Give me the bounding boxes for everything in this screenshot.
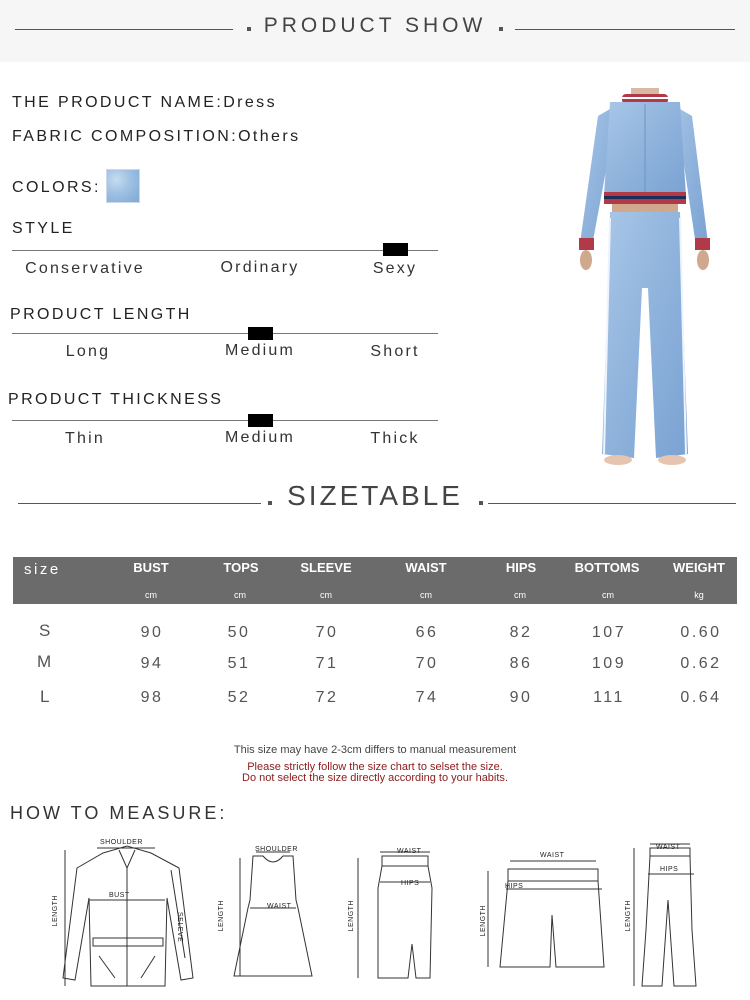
- column-header-sleeve: SLEEVE: [300, 560, 352, 575]
- column-unit-weight: kg: [694, 590, 704, 600]
- fabric-label: FABRIC COMPOSITION:: [12, 128, 239, 145]
- header-dot-right: [499, 27, 503, 31]
- column-unit-bust: cm: [145, 590, 157, 600]
- pants-waist-label: WAIST: [656, 844, 681, 851]
- thickness-option-thin: Thin: [65, 430, 105, 447]
- table-cell: 72: [315, 689, 339, 706]
- column-unit-waist: cm: [420, 590, 432, 600]
- length-scale-line: [12, 333, 438, 334]
- colors-label: COLORS:: [12, 179, 101, 196]
- table-cell: 90: [509, 689, 533, 706]
- dress-measure-diagram: [228, 850, 318, 982]
- pants-length-label: LENGTH: [625, 900, 632, 932]
- shorts-waist-label: WAIST: [540, 852, 565, 859]
- size-chart-warning: Please strictly follow the size chart to selset the size.: [247, 761, 503, 773]
- product-model-photo: [560, 88, 730, 473]
- table-cell: 66: [415, 624, 439, 641]
- table-cell: 50: [227, 624, 251, 641]
- style-option-ordinary: Ordinary: [220, 259, 300, 276]
- product-name-row: [12, 94, 277, 112]
- column-header-weight: WEIGHT: [673, 560, 725, 575]
- size-column-header: size: [24, 561, 61, 578]
- skirt-waist-label: WAIST: [397, 848, 422, 855]
- sizetable-dot-right: [479, 501, 483, 505]
- thickness-title: PRODUCT THICKNESS: [8, 391, 224, 408]
- shorts-hips-label: HIPS: [505, 883, 524, 890]
- product-show-title: PRODUCT SHOW: [263, 14, 487, 37]
- jacket-length-label: LENGTH: [52, 895, 59, 927]
- thickness-option-medium: Medium: [224, 429, 296, 446]
- length-option-short: Short: [370, 343, 420, 360]
- table-cell: 109: [591, 655, 627, 672]
- column-header-tops: TOPS: [223, 560, 259, 575]
- habit-warning: Do not select the size directly according to your habits.: [242, 772, 508, 784]
- size-table-header: [13, 557, 737, 604]
- size-cell: S: [39, 621, 51, 640]
- sizetable-rule-right: [488, 503, 736, 504]
- table-cell: 111: [593, 689, 625, 706]
- length-option-long: Long: [65, 343, 111, 360]
- table-cell: 82: [509, 624, 533, 641]
- jacket-sleeve-label: SELEVE: [176, 912, 183, 943]
- column-unit-sleeve: cm: [320, 590, 332, 600]
- jacket-shoulder-label: SHOULDER: [100, 839, 143, 846]
- product-name-label: THE PRODUCT NAME:: [12, 94, 224, 111]
- table-cell: 107: [591, 624, 627, 641]
- pants-hips-label: HIPS: [660, 866, 679, 873]
- table-cell: 94: [140, 655, 164, 672]
- dress-waist-label: WAIST: [267, 903, 292, 910]
- thickness-option-thick: Thick: [370, 430, 420, 447]
- style-scale-line: [12, 250, 438, 251]
- length-scale-marker: [248, 327, 273, 340]
- table-cell: 0.60: [680, 624, 722, 641]
- column-header-hips: HIPS: [505, 560, 537, 575]
- table-cell: 51: [227, 655, 251, 672]
- shorts-length-label: LENGTH: [480, 905, 487, 937]
- dress-shoulder-label: SHOULDER: [255, 846, 298, 853]
- size-cell: L: [40, 687, 50, 706]
- jacket-bust-label: BUST: [109, 892, 130, 899]
- size-cell: M: [37, 652, 52, 671]
- dress-length-label: LENGTH: [218, 900, 225, 932]
- column-header-bottoms: BOTTOMS: [574, 560, 640, 575]
- style-title: STYLE: [12, 220, 75, 237]
- shorts-measure-diagram: [480, 855, 610, 975]
- measurement-note: This size may have 2-3cm differs to manual measurement: [233, 744, 517, 756]
- pants-measure-diagram: [628, 840, 708, 990]
- table-cell: 0.62: [680, 655, 722, 672]
- header-rule-right: [515, 29, 735, 30]
- table-cell: 0.64: [680, 689, 722, 706]
- column-unit-hips: cm: [514, 590, 526, 600]
- column-header-bust: BUST: [133, 560, 169, 575]
- table-cell: 70: [415, 655, 439, 672]
- thickness-scale-line: [12, 420, 438, 421]
- table-cell: 74: [415, 689, 439, 706]
- color-swatch[interactable]: [106, 169, 140, 203]
- column-unit-tops: cm: [234, 590, 246, 600]
- fabric-value: Others: [238, 128, 301, 145]
- skirt-hips-label: HIPS: [401, 880, 420, 887]
- column-header-waist: WAIST: [405, 560, 447, 575]
- skirt-measure-diagram: [352, 848, 442, 984]
- style-scale-marker: [383, 243, 408, 256]
- table-cell: 86: [509, 655, 533, 672]
- table-cell: 70: [315, 624, 339, 641]
- table-cell: 98: [140, 689, 164, 706]
- table-cell: 90: [140, 624, 164, 641]
- table-cell: 71: [315, 655, 339, 672]
- fabric-row: [12, 128, 300, 146]
- style-option-sexy: Sexy: [372, 260, 418, 277]
- table-cell: 52: [227, 689, 251, 706]
- column-unit-bottoms: cm: [602, 590, 614, 600]
- style-option-conservative: Conservative: [25, 260, 145, 277]
- product-name-value: Dress: [223, 94, 277, 111]
- length-title: PRODUCT LENGTH: [10, 306, 192, 323]
- length-option-medium: Medium: [224, 342, 296, 359]
- how-to-measure-title: HOW TO MEASURE:: [10, 803, 228, 823]
- thickness-scale-marker: [248, 414, 273, 427]
- skirt-length-label: LENGTH: [348, 900, 355, 932]
- sizetable-title: SIZETABLE: [287, 480, 463, 511]
